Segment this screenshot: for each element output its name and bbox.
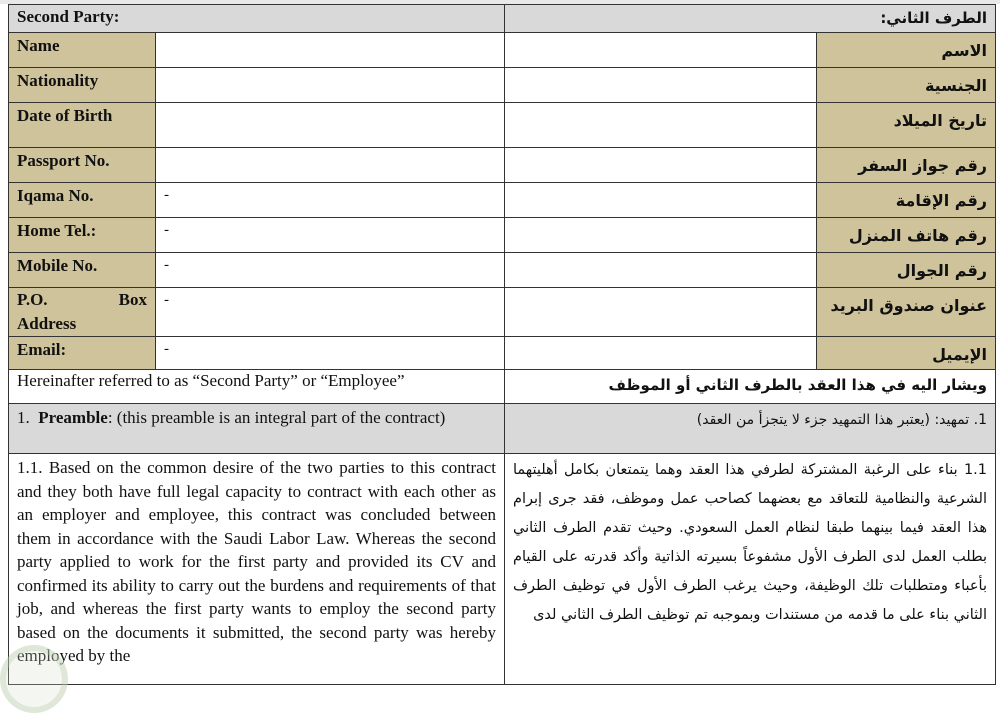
row-referred xyxy=(9,370,996,404)
address-label: Address xyxy=(17,314,77,333)
section-header-row xyxy=(9,5,996,33)
field-po-box-value[interactable]: - xyxy=(156,288,505,337)
row-preamble-heading xyxy=(9,404,996,454)
label-name-en: Name xyxy=(9,33,156,68)
row-passport xyxy=(9,148,996,183)
section-header-ar: الطرف الثاني: xyxy=(505,5,996,33)
clause-1-1-ar: 1.1 بناء على الرغبة المشتركة لطرفي هذا العقد وهما يتمتعان بكامل أهليتهما الشرعية والنظامية للتعاقد مع بعضهما كصاحب عمل وموظف، فقد جرى إبرام هذا العقد فيما بينهما طبقا لنظام العمل السعودي. وحيث تقدم الطرف الثاني بطلب العمل لدى الطرف الأول مشفوعاً بسيرته الذاتية وأكد قدرته على القيام بأعباء ومتطلبات تلك الوظيفة، وحيث يرغب الطرف الأول في توظيف الطرف الثاني بناء على ما قدمه من مستندات وبموجبه تم توظيف الطرف الثاني لدى xyxy=(505,454,996,685)
clause-1-1-en: 1.1. Based on the common desire of the two parties to this contract and they both have full legal capacity to contract with each other as an employer and employee, this contract was concluded between them in accordance with the Saudi Labor Law. Whereas the second party applied to work for the first party and provided its CV and confirmed its ability to carry out the burdens and requirements of that job, and whereas the first party wants to employ the second party based on the documents it submitted, the second party was hereby employed by the xyxy=(9,454,505,685)
label-home-tel-ar: رقم هاتف المنزل xyxy=(817,218,996,253)
field-mobile-value[interactable]: - xyxy=(156,253,505,288)
label-po-box-ar: عنوان صندوق البريد xyxy=(817,288,996,337)
field-email-value-ar[interactable] xyxy=(505,337,817,370)
label-po-box-en xyxy=(9,288,156,337)
row-po-box xyxy=(9,288,996,337)
label-nationality-en: Nationality xyxy=(9,68,156,103)
field-name-value[interactable] xyxy=(156,33,505,68)
preamble-title: Preamble xyxy=(38,408,108,427)
second-party-table xyxy=(8,4,996,685)
box-label: Box xyxy=(118,290,147,309)
field-dob-value-ar[interactable] xyxy=(505,103,817,148)
field-iqama-value-ar[interactable] xyxy=(505,183,817,218)
label-passport-en: Passport No. xyxy=(9,148,156,183)
label-nationality-ar: الجنسية xyxy=(817,68,996,103)
referred-ar: ويشار اليه في هذا العقد بالطرف الثاني أو الموظف xyxy=(505,370,996,404)
row-nationality xyxy=(9,68,996,103)
label-name-ar: الاسم xyxy=(817,33,996,68)
field-home-tel-value[interactable]: - xyxy=(156,218,505,253)
field-dob-value[interactable] xyxy=(156,103,505,148)
label-email-en: Email: xyxy=(9,337,156,370)
label-dob-ar: تاريخ الميلاد xyxy=(817,103,996,148)
label-passport-ar: رقم جواز السفر xyxy=(817,148,996,183)
label-email-ar: الإيميل xyxy=(817,337,996,370)
referred-en: Hereinafter referred to as “Second Party” or “Employee” xyxy=(9,370,505,404)
field-nationality-value[interactable] xyxy=(156,68,505,103)
field-mobile-value-ar[interactable] xyxy=(505,253,817,288)
preamble-number: 1. xyxy=(17,408,30,427)
section-header-en: Second Party: xyxy=(9,5,505,33)
row-iqama xyxy=(9,183,996,218)
field-email-value[interactable]: - xyxy=(156,337,505,370)
preamble-heading-ar: 1. تمهيد: (يعتبر هذا التمهيد جزء لا يتجزأ من العقد) xyxy=(505,404,996,454)
label-iqama-en: Iqama No. xyxy=(9,183,156,218)
po-box-line xyxy=(17,288,147,312)
row-clause-1-1 xyxy=(9,454,996,685)
field-passport-value[interactable] xyxy=(156,148,505,183)
field-nationality-value-ar[interactable] xyxy=(505,68,817,103)
preamble-note: : (this preamble is an integral part of the contract) xyxy=(107,408,446,427)
row-home-tel xyxy=(9,218,996,253)
field-po-box-value-ar[interactable] xyxy=(505,288,817,337)
field-name-value-ar[interactable] xyxy=(505,33,817,68)
row-date-of-birth xyxy=(9,103,996,148)
label-home-tel-en: Home Tel.: xyxy=(9,218,156,253)
field-home-tel-value-ar[interactable] xyxy=(505,218,817,253)
label-mobile-ar: رقم الجوال xyxy=(817,253,996,288)
row-name xyxy=(9,33,996,68)
watermark-seal xyxy=(0,645,68,713)
field-passport-value-ar[interactable] xyxy=(505,148,817,183)
label-dob-en: Date of Birth xyxy=(9,103,156,148)
row-mobile xyxy=(9,253,996,288)
label-mobile-en: Mobile No. xyxy=(9,253,156,288)
po-label: P.O. xyxy=(17,290,48,309)
field-iqama-value[interactable]: - xyxy=(156,183,505,218)
preamble-heading-en xyxy=(9,404,505,454)
label-iqama-ar: رقم الإقامة xyxy=(817,183,996,218)
row-email xyxy=(9,337,996,370)
